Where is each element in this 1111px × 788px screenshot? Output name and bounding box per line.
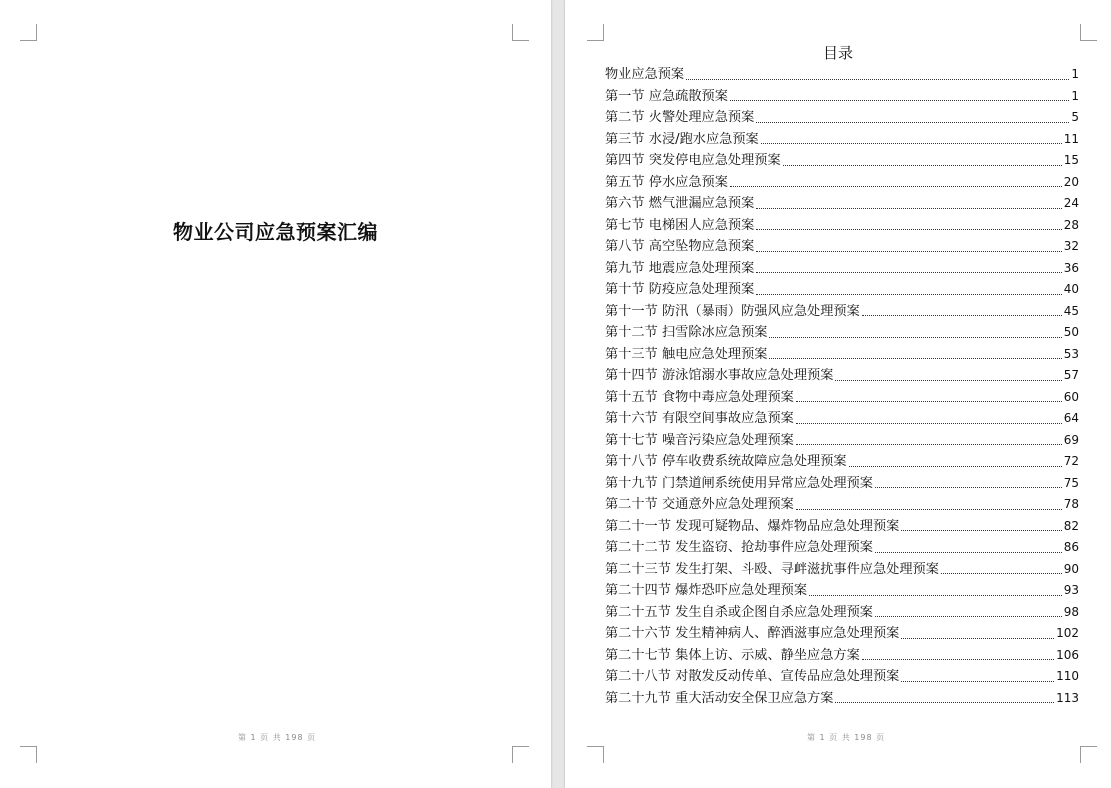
crop-mark-bottom-right: [1080, 746, 1097, 763]
toc-entry-title: 第二十一节 发现可疑物品、爆炸物品应急处理预案: [605, 518, 900, 534]
toc-entry[interactable]: [605, 666, 1079, 688]
toc-page-number: 102: [1056, 626, 1079, 640]
toc-page-number: 24: [1063, 196, 1079, 210]
toc-page-number: 15: [1063, 153, 1079, 167]
toc-entry-title: 第二十八节 对散发反动传单、宣传品应急处理预案: [605, 669, 900, 684]
toc-dot-leader: [756, 122, 1069, 123]
page-footer: 第 1 页 共 198 页: [238, 733, 317, 742]
toc-entry[interactable]: [605, 64, 1079, 86]
toc-page-number: 82: [1063, 518, 1079, 533]
toc-dot-leader: [835, 702, 1054, 703]
toc-entry[interactable]: [605, 344, 1079, 366]
toc-entry-title: 第四节 突发停电应急处理预案: [605, 153, 781, 168]
toc-entry[interactable]: [605, 86, 1079, 108]
page-footer: 第 1 页 共 198 页: [807, 733, 886, 742]
toc-dot-leader: [756, 272, 1061, 273]
toc-dot-leader: [901, 681, 1054, 682]
toc-entry-title: 第十九节 门禁道闸系统使用异常应急处理预案: [605, 475, 873, 491]
toc-page: [565, 0, 1111, 788]
toc-entry-title: 第十七节 噪音污染应急处理预案: [605, 432, 794, 448]
toc-dot-leader: [875, 552, 1062, 553]
toc-dot-leader: [730, 186, 1062, 187]
toc-entry-title: 第十三节 触电应急处理预案: [605, 346, 768, 362]
crop-mark-top-right: [1080, 24, 1097, 41]
toc-dot-leader: [783, 165, 1062, 166]
crop-mark-bottom-left: [20, 746, 37, 763]
toc-entry[interactable]: [605, 150, 1079, 172]
toc-dot-leader: [761, 143, 1062, 144]
toc-entry[interactable]: [605, 236, 1079, 258]
toc-entry-title: 第十四节 游泳馆溺水事故应急处理预案: [605, 368, 834, 383]
toc-page-number: 93: [1063, 583, 1079, 597]
toc-page-number: 78: [1063, 497, 1079, 511]
toc-entry-title: 第三节 水浸/跑水应急预案: [605, 131, 759, 147]
toc-page-number: 113: [1056, 690, 1079, 705]
toc-entry-title: 第二十七节 集体上访、示威、静坐应急方案: [605, 647, 860, 663]
toc-page-number: 60: [1063, 389, 1079, 404]
toc-page-number: 11: [1063, 131, 1079, 146]
crop-mark-bottom-left: [587, 746, 604, 763]
toc-entry-title: 第十五节 食物中毒应急处理预案: [605, 389, 794, 405]
toc-entry-title: 第九节 地震应急处理预案: [605, 260, 755, 276]
toc-dot-leader: [849, 466, 1062, 467]
toc-dot-leader: [862, 659, 1054, 660]
toc-entry[interactable]: [605, 387, 1079, 409]
toc-entry-title: 第十六节 有限空间事故应急预案: [605, 411, 794, 426]
toc-page-number: 72: [1063, 454, 1079, 468]
toc-entry-title: 第十八节 停车收费系统故障应急处理预案: [605, 454, 847, 469]
toc-page-number: 36: [1063, 260, 1079, 275]
toc-entry-title: 第七节 电梯困人应急预案: [605, 217, 755, 233]
toc-page-number: 75: [1063, 475, 1079, 490]
toc-entry[interactable]: [605, 602, 1079, 624]
toc-dot-leader: [756, 229, 1061, 230]
toc-page-number: 86: [1063, 540, 1079, 554]
toc-page-number: 110: [1056, 669, 1079, 683]
toc-page-number: 40: [1063, 282, 1079, 296]
toc-entry[interactable]: [605, 129, 1079, 151]
toc-entry[interactable]: [605, 451, 1079, 473]
toc-entry-title: 第十二节 扫雪除冰应急预案: [605, 325, 768, 340]
toc-dot-leader: [769, 337, 1061, 338]
toc-dot-leader: [756, 208, 1061, 209]
toc-entry[interactable]: [605, 408, 1079, 430]
toc-entry-title: 物业应急预案: [605, 67, 685, 82]
crop-mark-top-right: [512, 24, 529, 41]
toc-entry[interactable]: [605, 645, 1079, 667]
toc-page-number: 57: [1063, 368, 1079, 382]
toc-dot-leader: [875, 487, 1062, 488]
toc-entry-title: 第二十二节 发生盗窃、抢劫事件应急处理预案: [605, 540, 873, 555]
toc-page-number: 28: [1063, 217, 1079, 232]
toc-entry[interactable]: [605, 430, 1079, 452]
crop-mark-top-left: [587, 24, 604, 41]
toc-dot-leader: [862, 315, 1062, 316]
toc-entry[interactable]: [605, 623, 1079, 645]
toc-dot-leader: [901, 530, 1061, 531]
toc-page-number: 1: [1071, 88, 1079, 103]
toc-entry-title: 第二十四节 爆炸恐吓应急处理预案: [605, 583, 808, 598]
toc-page-number: 64: [1063, 411, 1079, 425]
toc-entry[interactable]: [605, 258, 1079, 280]
toc-entry[interactable]: [605, 473, 1079, 495]
toc-entry-title: 第八节 高空坠物应急预案: [605, 239, 755, 254]
toc-entry-title: 第十节 防疫应急处理预案: [605, 282, 755, 297]
toc-entry-title: 第六节 燃气泄漏应急预案: [605, 196, 755, 211]
toc-page-number: 106: [1056, 647, 1079, 662]
toc-entry[interactable]: [605, 172, 1079, 194]
toc-dot-leader: [875, 616, 1062, 617]
toc-entry[interactable]: [605, 580, 1079, 602]
toc-dot-leader: [796, 401, 1062, 402]
toc-entry-title: 第五节 停水应急预案: [605, 174, 728, 190]
toc-entry[interactable]: [605, 516, 1079, 538]
toc-entry[interactable]: [605, 365, 1079, 387]
toc-page-number: 50: [1063, 325, 1079, 339]
toc-entry-title: 第二十三节 发生打架、斗殴、寻衅滋扰事件应急处理预案: [605, 561, 939, 577]
toc-dot-leader: [769, 358, 1061, 359]
toc-entry[interactable]: [605, 494, 1079, 516]
toc-entry[interactable]: [605, 537, 1079, 559]
toc-entry[interactable]: [605, 107, 1079, 129]
toc-dot-leader: [796, 444, 1062, 445]
toc-entry[interactable]: [605, 215, 1079, 237]
toc-page-number: 69: [1063, 432, 1079, 447]
toc-entry-title: 第二十五节 发生自杀或企图自杀应急处理预案: [605, 604, 873, 620]
toc-entry[interactable]: [605, 193, 1079, 215]
toc-page-number: 20: [1063, 174, 1079, 189]
toc-dot-leader: [756, 294, 1061, 295]
toc-dot-leader: [835, 380, 1061, 381]
toc-page-number: 1: [1071, 67, 1079, 81]
crop-mark-top-left: [20, 24, 37, 41]
table-of-contents: [605, 64, 1079, 709]
toc-entry-title: 第二十节 交通意外应急处理预案: [605, 497, 794, 512]
toc-entry[interactable]: [605, 301, 1079, 323]
toc-dot-leader: [809, 595, 1062, 596]
toc-dot-leader: [901, 638, 1054, 639]
crop-mark-bottom-right: [512, 746, 529, 763]
toc-page-number: 98: [1063, 604, 1079, 619]
toc-entry[interactable]: [605, 279, 1079, 301]
toc-entry-title: 第一节 应急疏散预案: [605, 88, 728, 104]
toc-dot-leader: [686, 79, 1069, 80]
toc-entry-title: 第十一节 防汛（暴雨）防强风应急处理预案: [605, 303, 860, 319]
toc-page-number: 90: [1063, 561, 1079, 576]
toc-entry-title: 第二节 火警处理应急预案: [605, 110, 755, 125]
toc-entry-title: 第二十九节 重大活动安全保卫应急方案: [605, 690, 834, 706]
toc-page-number: 32: [1063, 239, 1079, 253]
toc-entry[interactable]: [605, 688, 1079, 710]
toc-entry-title: 第二十六节 发生精神病人、醉酒滋事应急处理预案: [605, 626, 900, 641]
toc-entry[interactable]: [605, 322, 1079, 344]
document-title: 物业公司应急预案汇编: [173, 220, 378, 244]
toc-dot-leader: [796, 509, 1062, 510]
toc-dot-leader: [730, 100, 1069, 101]
toc-page-number: 53: [1063, 346, 1079, 361]
toc-page-number: 45: [1063, 303, 1079, 318]
toc-page-number: 5: [1071, 110, 1079, 124]
toc-entry[interactable]: [605, 559, 1079, 581]
toc-heading: 目录: [822, 44, 853, 62]
toc-dot-leader: [796, 423, 1062, 424]
cover-page: [0, 0, 551, 788]
toc-dot-leader: [941, 573, 1062, 574]
toc-dot-leader: [756, 251, 1061, 252]
